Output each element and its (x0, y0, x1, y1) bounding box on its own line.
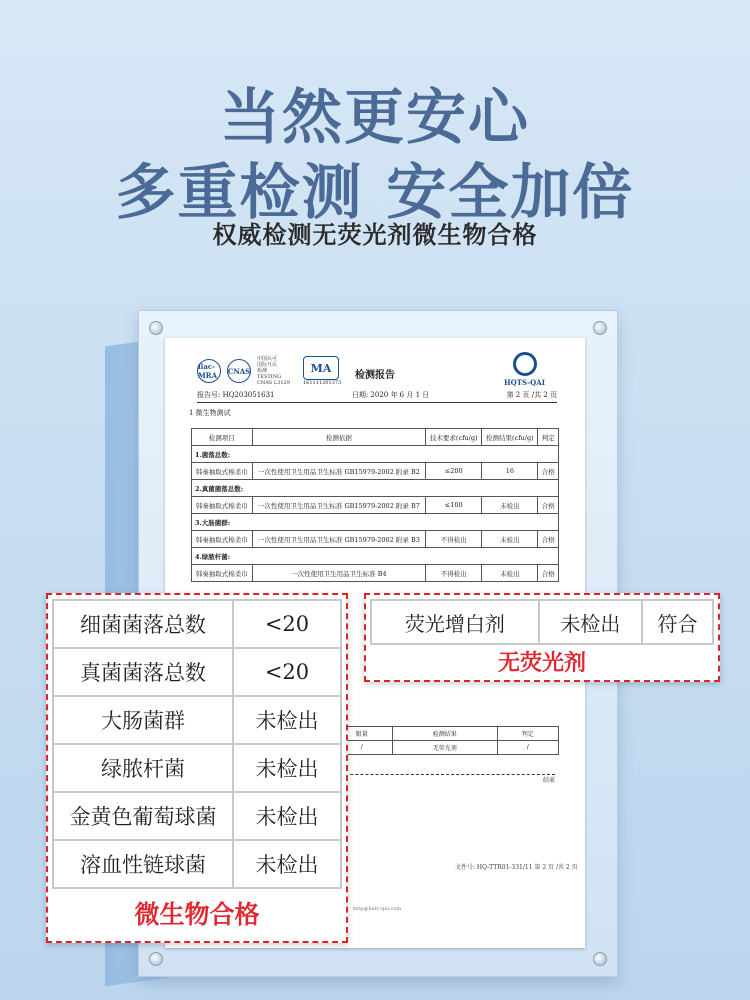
table-header: 检测结果(cfu/g) (482, 429, 538, 446)
table-row: 真菌菌落总数 <20 (53, 648, 341, 696)
hqts-icon (513, 352, 537, 376)
table-row: 韩秦抽取式棉柔巾 一次性使用卫生用品卫生标准 GB15979-2002 附录 B2 ≤200 16 合格 (192, 463, 559, 480)
screw-icon (149, 321, 163, 335)
report-page: 第 2 页 /共 2 页 (506, 391, 557, 399)
cnas-notes: 中国认可 国际互认 检测 TESTING CNAS L3129 (257, 356, 290, 386)
table-row: 绿脓杆菌 未检出 (53, 744, 341, 792)
report-date: 日期: 2020 年 6 月 1 日 (351, 391, 430, 399)
ilac-logo-icon: ilac-MRA (197, 359, 221, 383)
group-title: 4.绿脓杆菌: (192, 548, 559, 565)
group-title: 2.真菌菌落总数: (192, 480, 559, 497)
report-end-line: 结束 (315, 774, 555, 784)
table-row: 大肠菌群 未检出 (53, 696, 341, 744)
group-title: 3.大肠菌群: (192, 514, 559, 531)
fluorescent-callout (364, 593, 720, 682)
microbe-pass-label: 微生物合格 (134, 900, 260, 929)
table-row: / 无荧光剂 / (286, 741, 559, 755)
table-row: 韩秦抽取式棉柔巾 一次性使用卫生用品卫生标准 GB15979-2002 附录 B3 不得检出 未检出 合格 (192, 531, 559, 548)
table-header: 技术要求(cfu/g) (426, 429, 482, 446)
table-row: 细菌菌落总数 <20 (53, 600, 341, 648)
table-row: 溶血性链球菌 未检出 (53, 840, 341, 888)
screw-icon (593, 321, 607, 335)
ma-logo-icon: MA (303, 356, 339, 380)
group-title: 1.菌落总数: (192, 446, 559, 463)
report-number: 报告号: HQ203051631 (197, 391, 275, 399)
report-table (191, 428, 559, 582)
report-email: http@hatv-qai.com (353, 906, 402, 912)
table-header: 检测项目 (192, 429, 253, 446)
hqts-logo: HQTS-QAI (504, 352, 545, 387)
table-header: 检测依据 (252, 429, 426, 446)
headline-subtitle: 权威检测无荧光剂微生物合格 (212, 221, 538, 249)
screw-icon (593, 952, 607, 966)
fluorescent-table (370, 599, 714, 645)
report-meta (197, 390, 557, 403)
fluorescent-free-label: 无荧光剂 (497, 651, 586, 676)
table-header-row (192, 429, 559, 446)
report-title: 检测报告 (355, 370, 395, 381)
table-row: 荧光增白剂 未检出 符合 (371, 600, 713, 644)
cnas-logo-icon: CNAS (227, 359, 251, 383)
section-title: 1 微生物测试 (189, 409, 231, 417)
ma-number: 161111201373 (303, 380, 342, 386)
microbe-callout (46, 593, 348, 943)
report-footer: 文件号: HQ-TTR01-331/11 第 2 页 /共 2 页 (455, 864, 578, 871)
table-row: 金黄色葡萄球菌 未检出 (53, 792, 341, 840)
table-header: 判定 (538, 429, 559, 446)
headline-line2: 多重检测 安全加倍 (115, 158, 635, 228)
table-header-row: 限量 检测结果 判定 (286, 727, 559, 741)
headline-line1: 当然更安心 (220, 83, 530, 153)
screw-icon (149, 952, 163, 966)
table-row: 韩秦抽取式棉柔巾 一次性使用卫生用品卫生标准 GB15979-2002 附录 B7 ≤100 未检出 合格 (192, 497, 559, 514)
microbe-table (52, 599, 342, 889)
table-row: 韩秦抽取式棉柔巾 一次性使用卫生用品卫生标准 B4 不得检出 未检出 合格 (192, 565, 559, 582)
